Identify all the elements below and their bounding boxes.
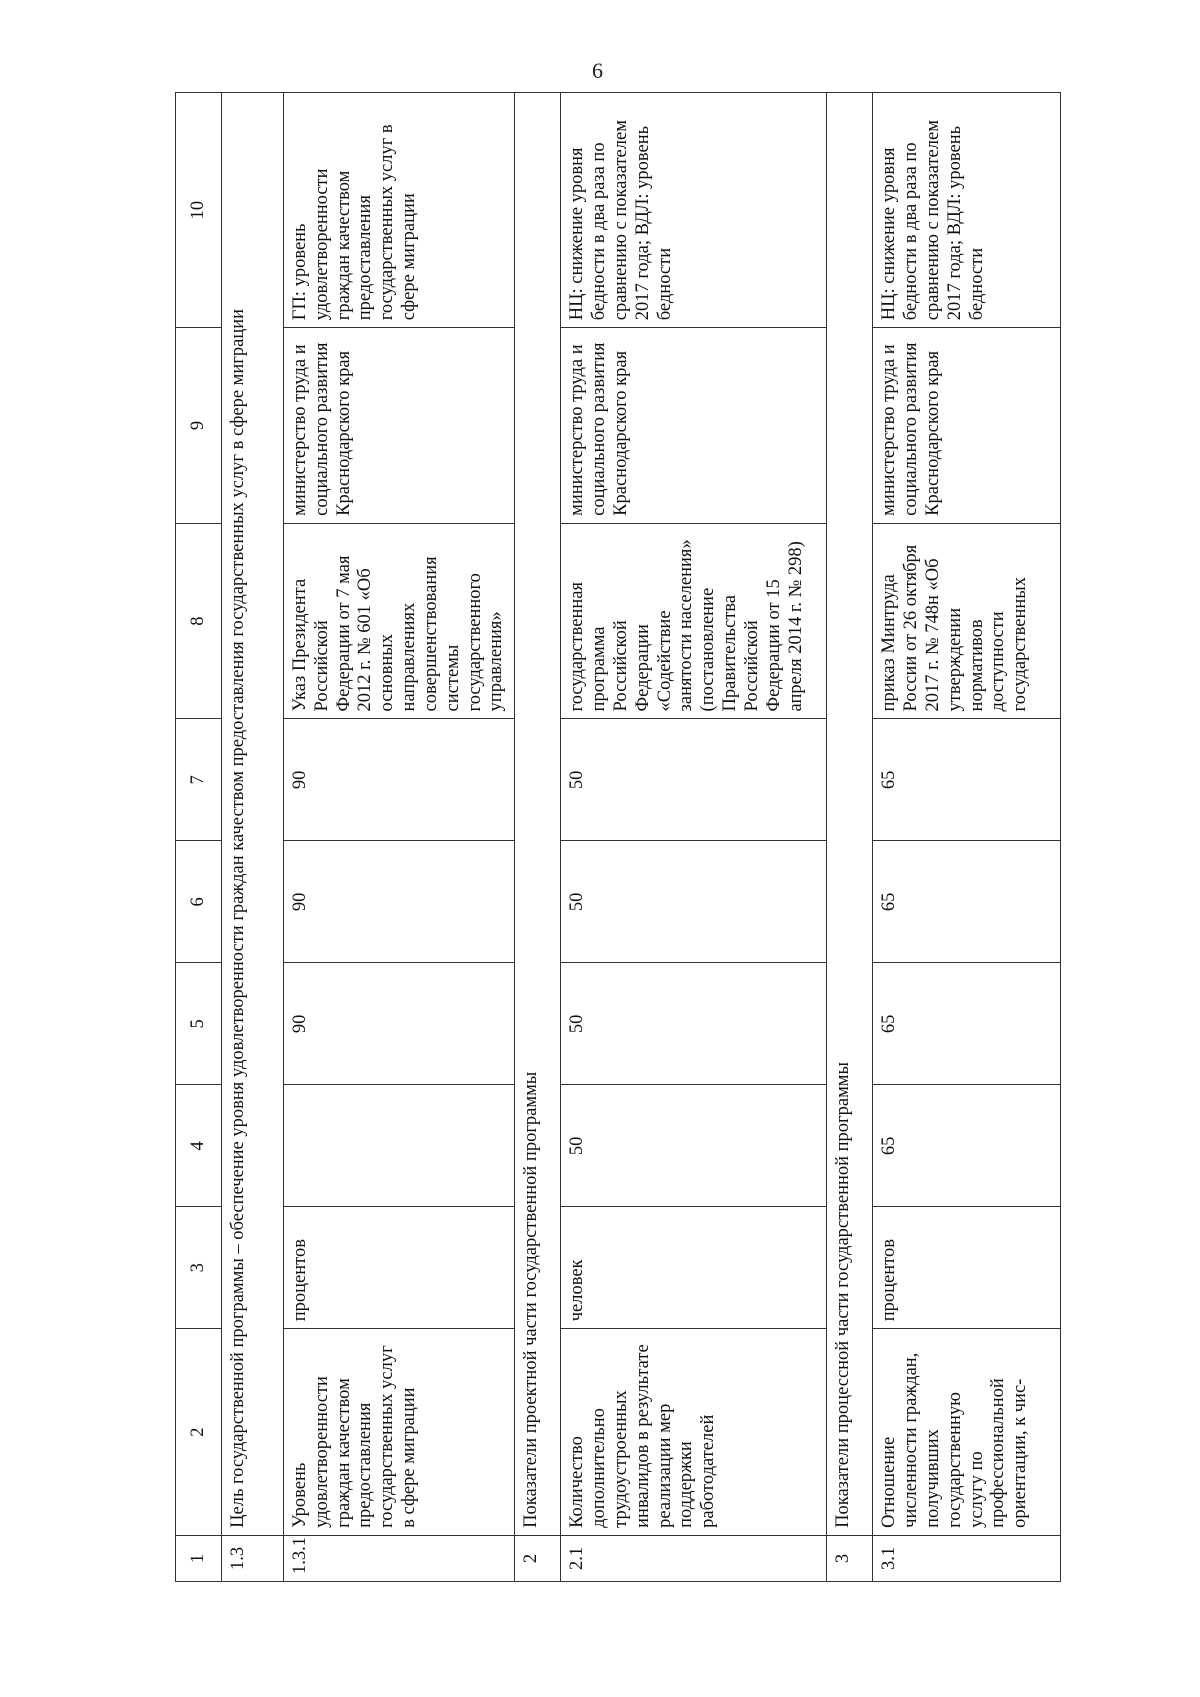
value-col-6: 90: [284, 841, 515, 963]
row-number: 3.1: [873, 1535, 1061, 1581]
value-col-4: [284, 1085, 515, 1207]
col-header-5: 5: [176, 963, 222, 1085]
goal-text: Цель государственной программы – обеспечение уровня удовлетворенности граждан качеством предоставления государственных услуг в сфере миграции: [222, 93, 284, 1536]
col-header-2: 2: [176, 1329, 222, 1536]
responsible-body: министерство труда и социального развития Краснодарского края: [873, 328, 1061, 524]
col-header-3: 3: [176, 1207, 222, 1329]
value-col-4: 65: [873, 1085, 1061, 1207]
goal-link: ГП: уровень удовлетворенности граждан качеством предоставления государственных услуг в сфере миграции: [284, 93, 515, 328]
table-row-1-3-1: [284, 93, 515, 1582]
unit: процентов: [284, 1207, 515, 1329]
value-col-6: 50: [561, 841, 827, 963]
col-header-6: 6: [176, 841, 222, 963]
header-row: [176, 93, 222, 1582]
indicator-name: Количество дополнительно трудоустроенных инвалидов в результате реализации мер поддержки работодателей: [561, 1329, 827, 1536]
value-col-7: 50: [561, 719, 827, 841]
value-col-7: 65: [873, 719, 1061, 841]
value-col-5: 65: [873, 963, 1061, 1085]
value-col-7: 90: [284, 719, 515, 841]
section-number: 2: [515, 1535, 561, 1581]
legal-basis: государственная программа Российской Федерации «Содействие занятости населения» (постановление Правительства Российской Федерации от 15 апреля 2014 г. № 298): [561, 523, 827, 719]
value-col-4: 50: [561, 1085, 827, 1207]
value-col-6: 65: [873, 841, 1061, 963]
col-header-7: 7: [176, 719, 222, 841]
goal-row: [222, 93, 284, 1582]
goal-number: 1.3: [222, 1535, 284, 1581]
table-row-2-1: [561, 93, 827, 1582]
legal-basis: Указ Президента Российской Федерации от 7 мая 2012 г. № 601 «Об основных направлениях совершенствования системы государственного управления»: [284, 523, 515, 719]
section-row-3: [827, 93, 873, 1582]
col-header-9: 9: [176, 328, 222, 524]
unit: человек: [561, 1207, 827, 1329]
responsible-body: министерство труда и социального развития Краснодарского края: [561, 328, 827, 524]
responsible-body: министерство труда и социального развития Краснодарского края: [284, 328, 515, 524]
row-number: 2.1: [561, 1535, 827, 1581]
col-header-1: 1: [176, 1535, 222, 1581]
section-number: 3: [827, 1535, 873, 1581]
unit: процентов: [873, 1207, 1061, 1329]
row-number: 1.3.1: [284, 1535, 515, 1581]
rotated-table-wrapper: [175, 92, 1055, 1582]
col-header-10: 10: [176, 93, 222, 328]
page-number: 6: [592, 58, 603, 83]
goal-link: НЦ: снижение уровня бедности в два раза по сравнению с показателем 2017 года; ВДЛ: уровень бедности: [561, 93, 827, 328]
section-title: Показатели проектной части государственной программы: [515, 93, 561, 1536]
indicator-name: Отношение численности граждан, получивших государственную услугу по профессиональной ориентации, к чис-: [873, 1329, 1061, 1536]
legal-basis: приказ Минтруда России от 26 октября 2017 г. № 748н «Об утверждении нормативов доступности государственных: [873, 523, 1061, 719]
section-title: Показатели процессной части государственной программы: [827, 93, 873, 1536]
indicator-name: Уровень удовлетворенности граждан качеством предоставления государственных услуг в сфере миграции: [284, 1329, 515, 1536]
indicators-table: [175, 92, 1061, 1582]
goal-link: НЦ: снижение уровня бедности в два раза по сравнению с показателем 2017 года; ВДЛ: уровень бедности: [873, 93, 1061, 328]
table-row-3-1: [873, 93, 1061, 1582]
section-row-2: [515, 93, 561, 1582]
col-header-8: 8: [176, 523, 222, 719]
col-header-4: 4: [176, 1085, 222, 1207]
value-col-5: 50: [561, 963, 827, 1085]
value-col-5: 90: [284, 963, 515, 1085]
